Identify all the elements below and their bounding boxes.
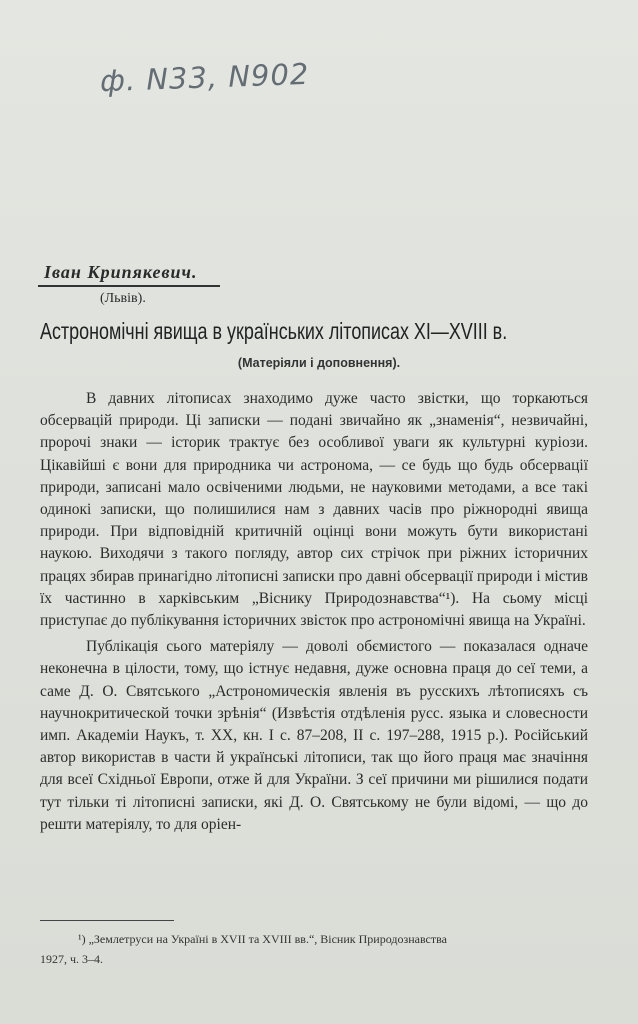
footnote-line-1: ¹) „Землетруси на Україні в XVII та XVIII вв.“, Вісник Природознавства [78, 932, 447, 946]
footnote [40, 929, 588, 969]
author-name: Іван Крипякевич. [38, 262, 220, 287]
paragraph-1: В давних літописах знаходимо дуже часто звістки, що торкаються обсервацій природи. Ці записки — подані звичайно як „знаменія“, незвичайні, пророчі знаки — історик трактує без особливої уваги як культурні куріози. Цікавійші є вони для природника чи астронома, — се будь що будь обсервації природи, записані мало освіченими людьми, не науковими методами, а все такі одинокі записки, що полишилися нам з давних часів про ріжнородні явища природи. При відповідній критичній оцінці вони можуть бути використані наукою. Виходячи з такого погляду, автор сих стрічок при ріжних історичних працях збирав принагідно літописні записки про давні обсервації природи і містив їх частинно в харківським „Віснику Природознавства“¹). На сьому місці приступає до публікування історичних звісток про астрономічні явища на Україні. [40, 390, 588, 630]
paragraph-2: Публікація сього матеріялу — доволі обємистого — показалася одначе неконечна в цілости, тому, що істнує недавня, дуже основна праця до сеї теми, а саме Д. О. Святського „Астрономическія явленія въ русскихъ лѣтописяхъ съ научнокритической точки зрѣнія“ (Извѣстія отдѣленія русс. языка и словесности имп. Академіи Наукъ, т. XX, кн. I с. 87–208, II с. 197–288, 1915 р.). Російський автор використав в части й українські літописи, так що його праця має значіння для всеї Східньої Европи, отже й для України. З сеї причини ми рішилися подати тут тільки ті літописні записки, які Д. О. Святському не були відомі, — що до решти матеріялу, то для оріен- [40, 638, 588, 833]
article-subtitle: (Матеріяли і доповнення). [237, 356, 401, 370]
handwritten-archive-note: ф. N33, N902 [99, 56, 310, 99]
author-city: (Львів). [100, 291, 146, 306]
article-body [40, 388, 588, 836]
footnote-line-2: 1927, ч. 3–4. [40, 952, 104, 966]
author-block [38, 262, 238, 307]
footnote-divider [40, 920, 174, 921]
article-title: Астрономічні явища в українських літописах XI—XVIII в. [40, 318, 508, 344]
